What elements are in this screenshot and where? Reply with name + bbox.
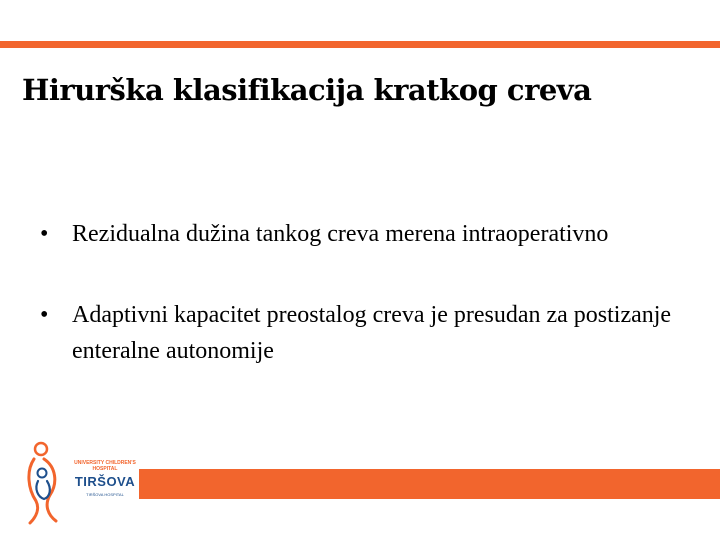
bottom-accent-bar [139, 469, 720, 499]
bullet-item [40, 297, 680, 369]
hospital-logo [22, 437, 140, 527]
bullet-list [40, 216, 680, 414]
logo-line-1: UNIVERSITY CHILDREN'S [74, 460, 136, 466]
logo-subtext: TIRŠOVA HOSPITAL [86, 492, 124, 497]
logo-name: TIRŠOVA [74, 474, 136, 489]
bullet-dot: • [40, 302, 49, 328]
slide-title: Hirurška klasifikacija kratkog creva [22, 73, 592, 107]
logo-line-2: HOSPITAL [92, 466, 118, 472]
bullet-text: Adaptivni kapacitet preostalog creva je presudan za postizanje enteralne autonomije [72, 302, 672, 364]
bullet-item [40, 216, 680, 252]
child-figure-icon [22, 437, 72, 527]
top-accent-bar [0, 41, 720, 48]
bullet-text: Rezidualna dužina tankog creva merena intraoperativno [72, 221, 609, 247]
bullet-dot: • [40, 221, 49, 247]
